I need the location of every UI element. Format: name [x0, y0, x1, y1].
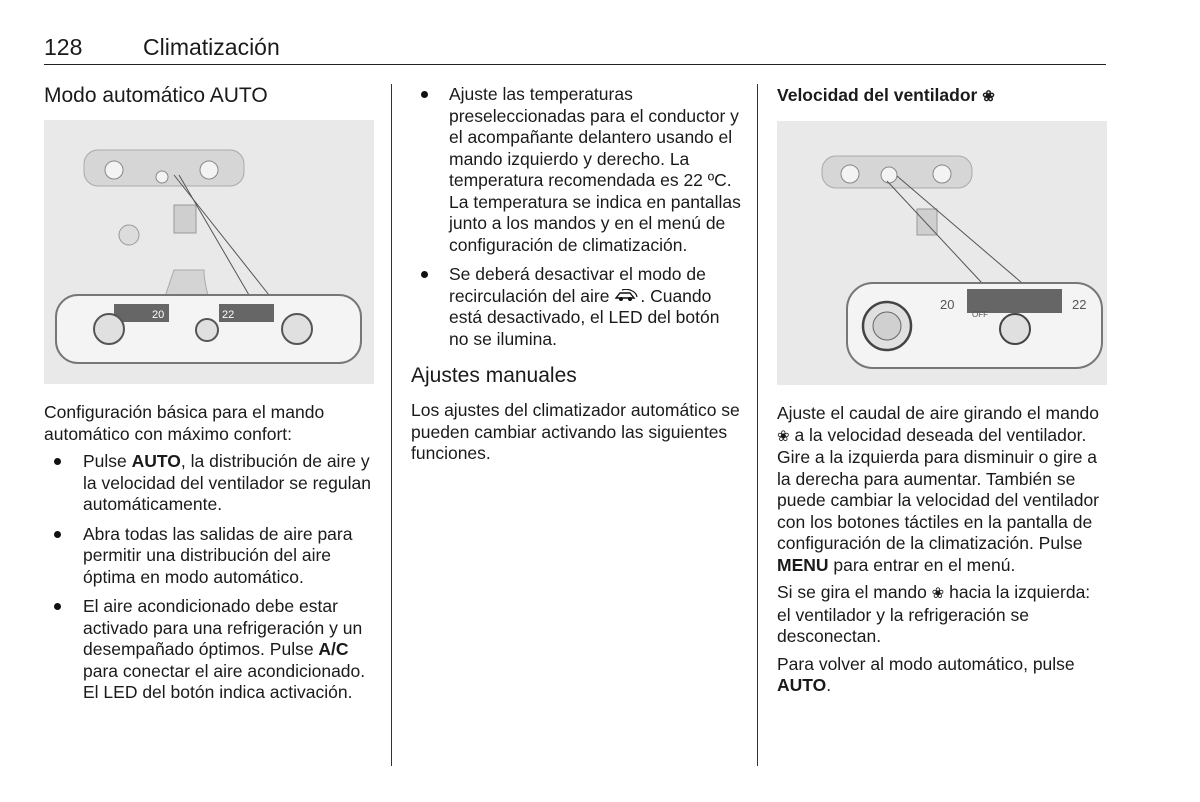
- paragraph: Los ajustes del climatizador automático se pueden cambiar activando las siguientes funciones.: [411, 400, 740, 463]
- bullet-icon: [54, 458, 61, 465]
- bullet-icon: [54, 603, 61, 610]
- column-divider: [391, 84, 392, 766]
- display-right: 22: [222, 309, 235, 321]
- section-title: Velocidad del ventilador ❀: [777, 85, 995, 105]
- paragraph: Si se gira el mando ❀ hacia la izquierda: el ventilador y la refrigeración se desconectan.: [777, 582, 1091, 646]
- bullet-icon: [421, 271, 428, 278]
- chapter-title: Climatización: [143, 34, 280, 60]
- fan-icon: ❀: [777, 427, 790, 445]
- recirculation-icon: [614, 289, 640, 303]
- page-number: 128: [44, 34, 83, 60]
- section-title: Modo automático AUTO: [44, 84, 268, 107]
- bullet-icon: [54, 531, 61, 538]
- column-divider: [757, 84, 758, 766]
- climate-control-illustration: [44, 120, 374, 384]
- list-item: Ajuste las temperaturas preseleccionadas para el conductor y el acompañante delantero usando el mando izquierdo y derecho. La temperatura recomendada es 22 ºC. La temperatura se indica en pantallas junto a los mandos y en el menú de configuración de climatización.: [411, 84, 741, 256]
- bullet-icon: [421, 91, 428, 98]
- page-header: [44, 34, 1106, 65]
- column-1: [44, 84, 374, 712]
- bullet-list: [44, 451, 374, 704]
- display-left: 20: [940, 297, 955, 312]
- list-item: El aire acondicionado debe estar activado para una refrigeración y un desempañado óptimos. Pulse A/C para conectar el aire acondicionado. El LED del botón indica activación.: [44, 596, 374, 704]
- intro-paragraph: Configuración básica para el mando automático con máximo confort:: [44, 402, 325, 444]
- list-item: Abra todas las salidas de aire para permitir una distribución del aire óptima en modo automático.: [44, 524, 374, 589]
- display-left: 20: [152, 309, 165, 321]
- fan-icon: ❀: [982, 88, 995, 105]
- paragraph: Ajuste el caudal de aire girando el mando ❀ a la velocidad deseada del ventilador. Gire a la izquierda para disminuir o gire a la derecha para aumentar. También se puede cambiar la velocidad del ventilador con los botones táctiles en la pantalla de configuración de la climatización. Pulse MENU para entrar en el menú.: [777, 403, 1100, 575]
- fan-speed-illustration: [777, 121, 1107, 385]
- column-2: [411, 84, 741, 471]
- fan-icon: ❀: [931, 585, 945, 602]
- paragraph: Para volver al modo automático, pulse AUTO.: [777, 653, 1075, 695]
- display-right: 22: [1072, 297, 1087, 312]
- bullet-list: [411, 84, 741, 350]
- section-heading: Ajustes manuales: [411, 364, 577, 387]
- list-item: Se deberá desactivar el modo de recirculación del aire . Cuando está desactivado, el LED del botón no se ilumina.: [411, 264, 741, 350]
- column-3: [777, 84, 1107, 703]
- list-item: Pulse AUTO, la distribución de aire y la velocidad del ventilador se regulan automáticamente.: [44, 451, 374, 516]
- display-off: OFF: [972, 310, 988, 319]
